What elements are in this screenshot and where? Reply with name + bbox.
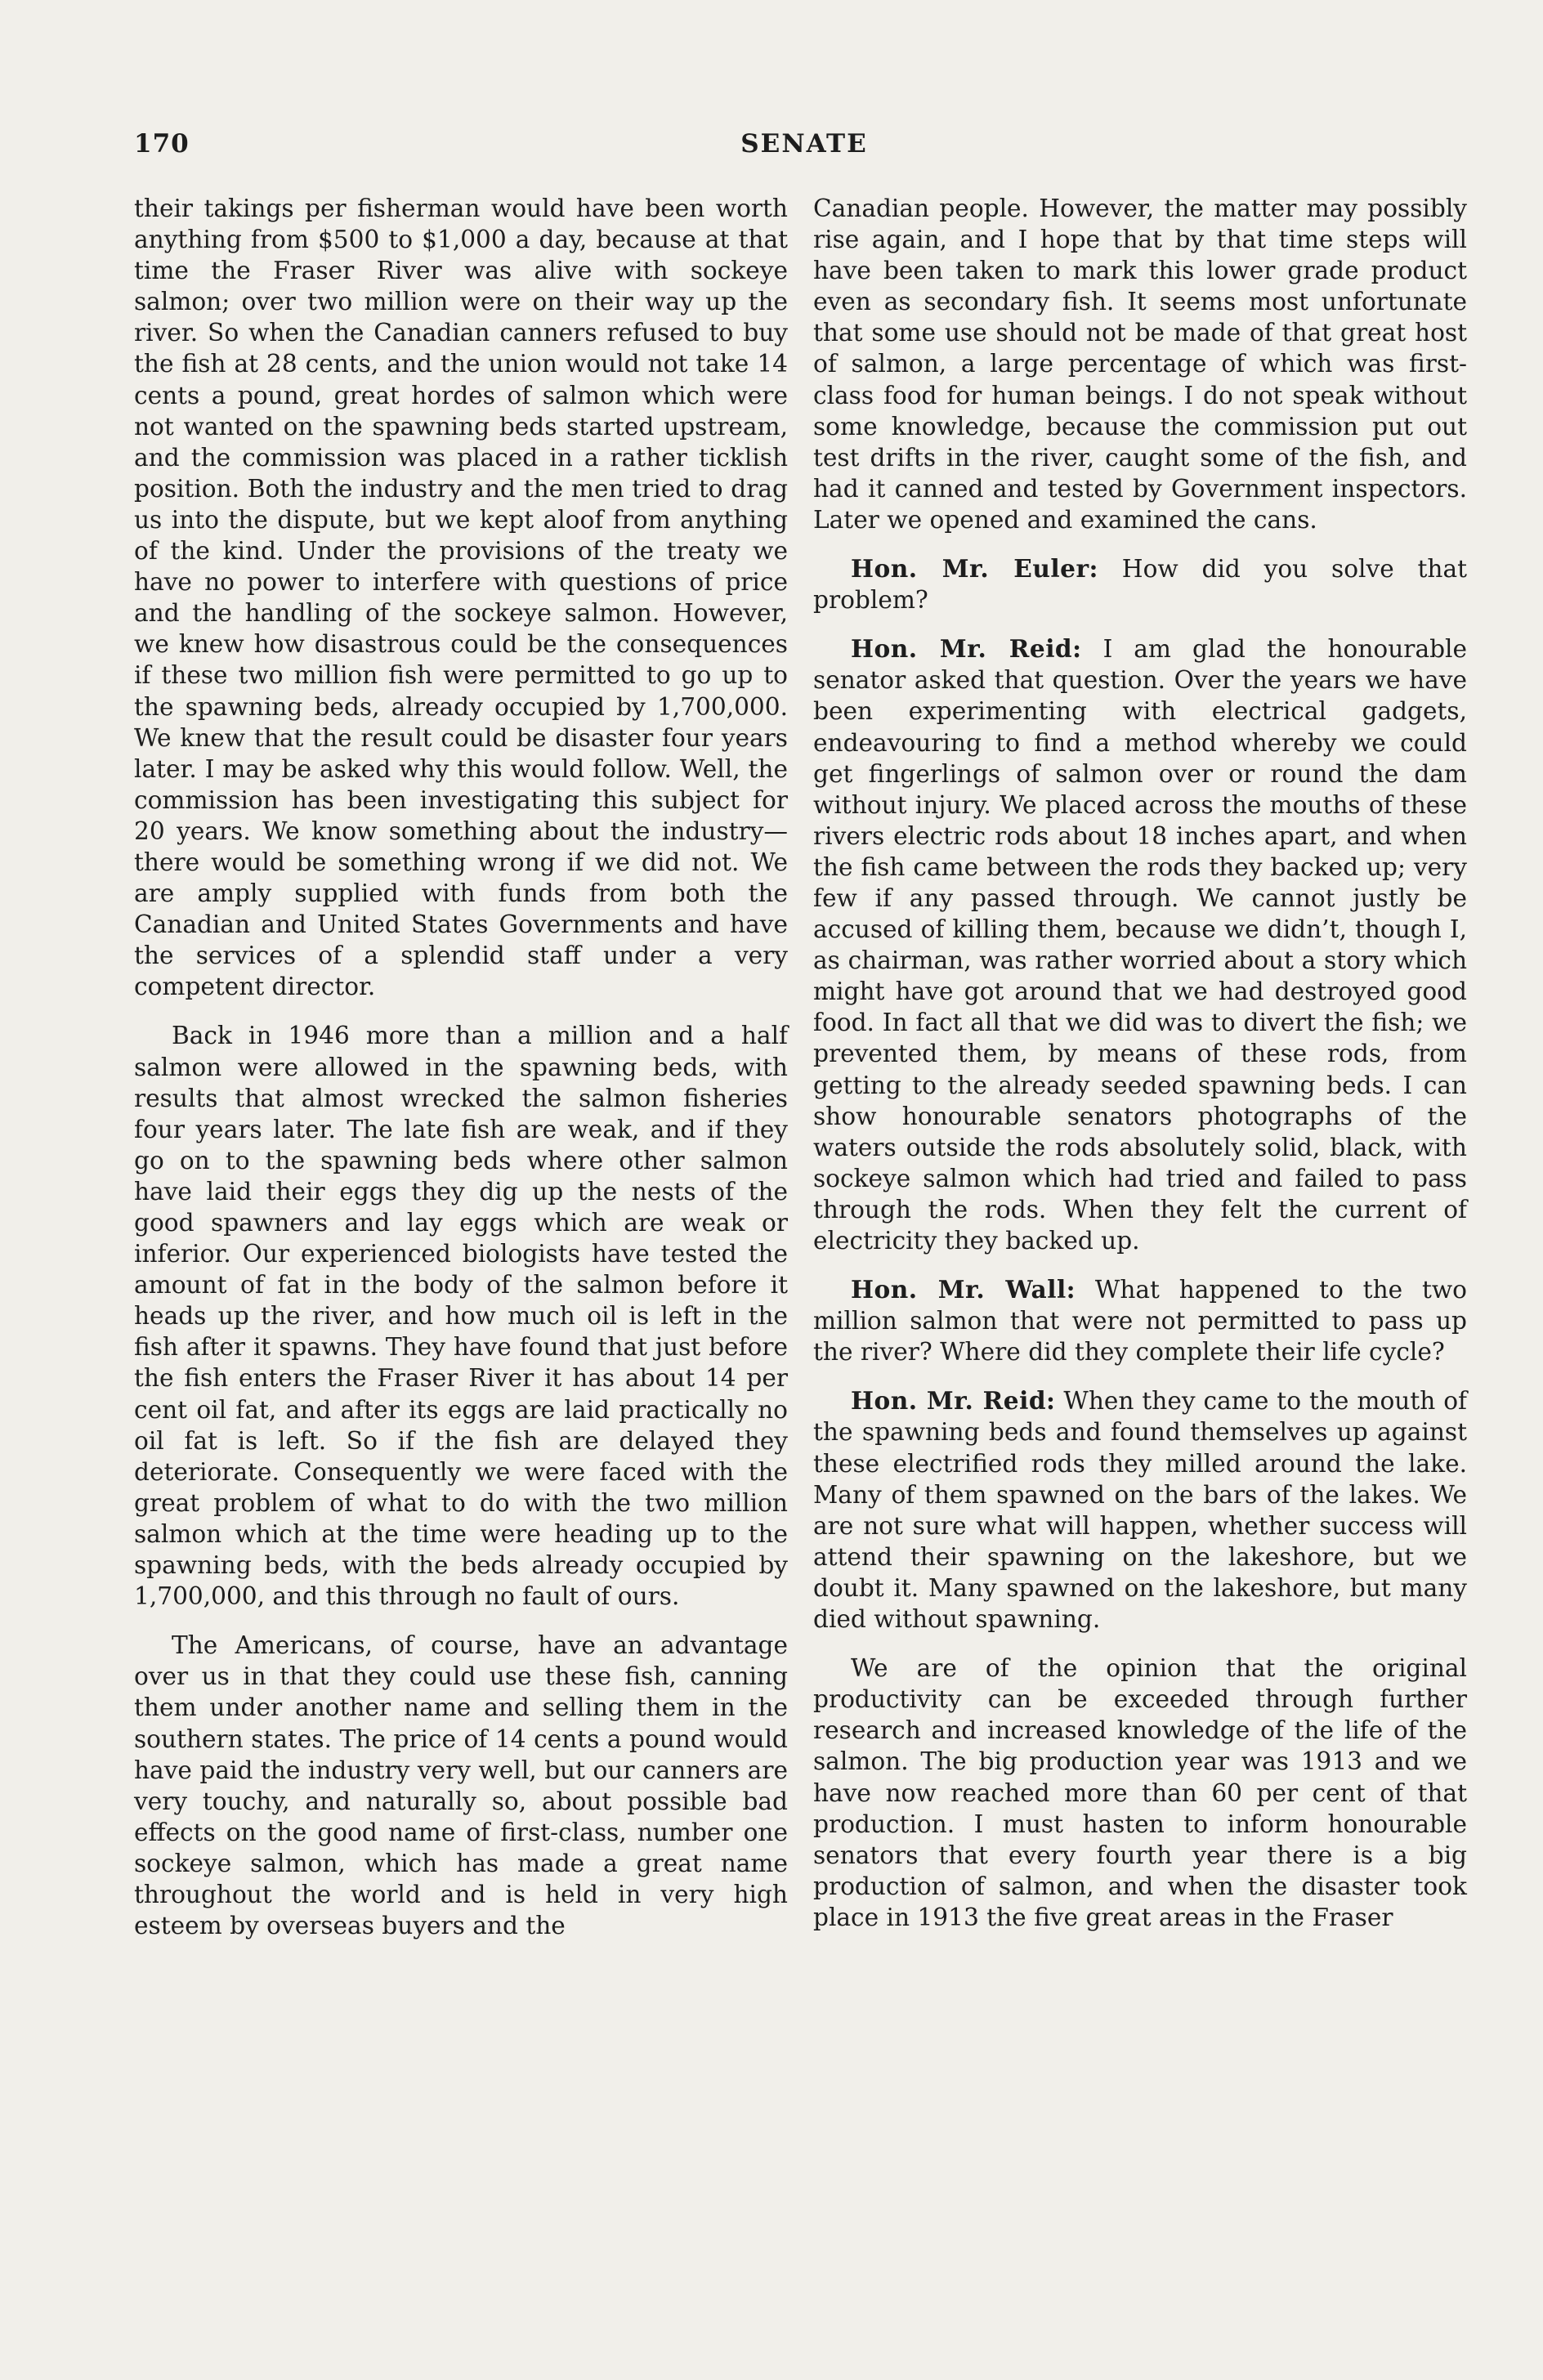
paragraph: their takings per fisherman would have been worth anything from $500 to $1,000 a day, because at that time the Fraser River was alive with sockeye salmon; over two million were on their way up the river. So when the Canadian canners refused to buy the fish at 28 cents, and the union would not take 14 cents a pound, great hordes of salmon which were not wanted on the spawning beds started upstream, and the commission was placed in a rather ticklish position. Both the industry and the men tried to drag us into the dispute, but we kept aloof from anything of the kind. Under the provisions of the treaty we have no power to interfere with questions of price and the handling of the sockeye salmon. However, we knew how disastrous could be the consequences if these two million fish were permitted to go up to the spawning beds, already occupied by 1,700,000. We knew that the result could be disaster four years later. I may be asked why this would follow. Well, the commission has been investigating this subject for 20 years. We know something about the industry—there would be something wrong if we did not. We are amply supplied with funds from both the Canadian and United States Governments and have the services of a splendid staff under a very competent director. (134, 195, 788, 1001)
paragraph: The Americans, of course, have an advantage over us in that they could use these fish, canning them under another name and selling them in the southern states. The price of 14 cents a pound would have paid the industry very well, but our canners are very touchy, and naturally so, about possible bad effects on the good name of first-class, number one sockeye salmon, which has made a great name throughout the world and is held in very high esteem by overseas buyers and the (134, 1631, 788, 1940)
paragraph: Canadian people. However, the matter may possibly rise again, and I hope that by that time steps will have been taken to mark this lower grade product even as secondary fish. It seems most unfortunate that some use should not be made of that great host of salmon, a large percentage of which was first-class food for human beings. I do not speak without some knowledge, because the commission put out test drifts in the river, caught some of the fish, and had it canned and tested by Government inspectors. Later we opened and examined the cans. (813, 195, 1467, 534)
speaker-name: Hon. Mr. Euler: (851, 554, 1098, 584)
speaker-name: Hon. Mr. Reid: (851, 1386, 1056, 1416)
speaker-name: Hon. Mr. Reid: (851, 634, 1082, 664)
paragraph: Back in 1946 more than a million and a half salmon were allowed in the spawning beds, with results that almost wrecked the salmon fisheries four years later. The late fish are weak, and if they go on to the spawning beds where other salmon have laid their eggs they dig up the nests of the good spawners and lay eggs which are weak or inferior. Our experienced biologists have tested the amount of fat in the body of the salmon before it heads up the river, and how much oil is left in the fish after it spawns. They have found that just before the fish enters the Fraser River it has about 14 per cent oil fat, and after its eggs are laid practically no oil fat is left. So if the fish are delayed they deteriorate. Consequently we were faced with the great problem of what to do with the two million salmon which at the time were heading up to the spawning beds, with the beds already occupied by 1,700,000, and this through no fault of ours. (134, 1022, 788, 1611)
right-column (813, 193, 1467, 1951)
speech-reid (813, 633, 1467, 1256)
speaker-name: Hon. Mr. Wall: (851, 1275, 1076, 1304)
speech-text: I am glad the honourable senator asked that question. Over the years we have been experimenting with electrical gadgets, endeavouring to find a method whereby we could get fingerlings of salmon over or round the dam without injury. We placed across the mouths of these rivers electric rods about 18 inches apart, and when the fish came between the rods they backed up; very few if any passed through. We cannot justly be accused of killing them, because we didn’t, though I, as chairman, was rather worried about a story which might have got around that we had destroyed good food. In fact all that we did was to divert the fish; we prevented them, by means of these rods, from getting to the already seeded spawning beds. I can show honourable senators photographs of the waters outside the rods absolutely solid, black, with sockeye salmon which had tried and failed to pass through the rods. When they felt the current of electricity they backed up. (813, 635, 1468, 1255)
page-header (134, 129, 1474, 168)
running-head: SENATE (740, 129, 868, 159)
speech-text: What happened to the two million salmon that were not permitted to pass up the river? Where did they complete their life cycle? (813, 1276, 1467, 1367)
page-number: 170 (134, 129, 190, 159)
speech-wall (813, 1274, 1467, 1367)
speech-reid (813, 1385, 1467, 1635)
speech-euler (813, 553, 1467, 615)
left-column (134, 193, 788, 1959)
paragraph: We are of the opinion that the original productivity can be exceeded through further research and increased knowledge of the life of the salmon. The big production year was 1913 and we have now reached more than 60 per cent of that production. I must hasten to inform honourable senators that every fourth year there is a big production of salmon, and when the disaster took place in 1913 the five great areas in the Fraser (813, 1654, 1467, 1931)
speech-text: When they came to the mouth of the spawning beds and found themselves up against these electrified rods they milled around the lake. Many of them spawned on the bars of the lakes. We are not sure what will happen, whether success will attend their spawning on the lakeshore, but we doubt it. Many spawned on the lakeshore, but many died without spawning. (813, 1387, 1468, 1634)
speech-text: How did you solve that problem? (813, 555, 1467, 615)
